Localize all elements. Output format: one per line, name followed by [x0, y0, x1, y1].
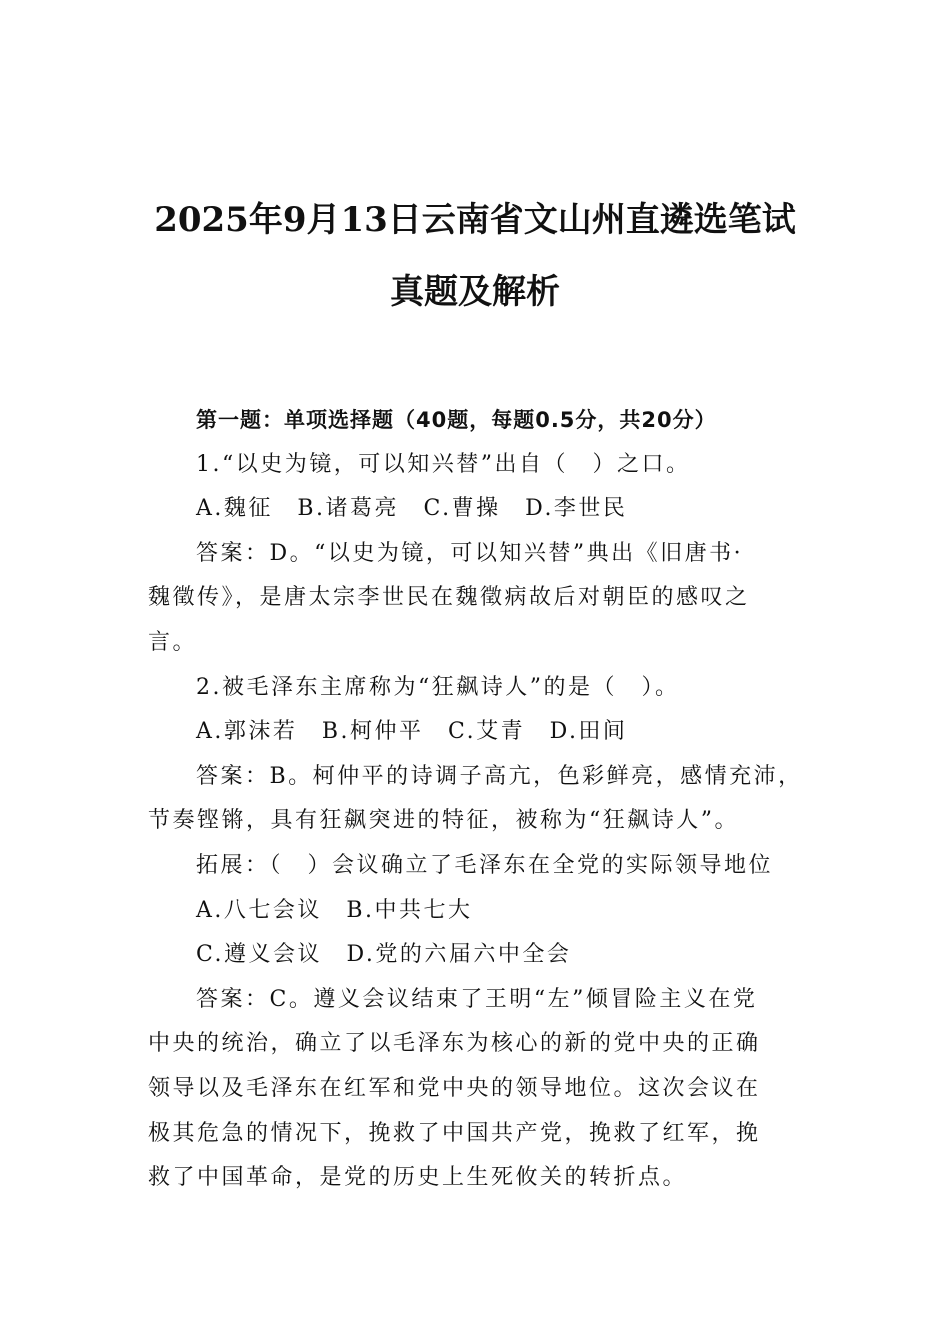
extension-answer-line-5: 救了中国革命，是党的历史上生死攸关的转折点。 [148, 1165, 688, 1191]
question-1: 1.“以史为镜，可以知兴替”出自（ ）之口。 [196, 451, 691, 477]
document-title-line-2: 真题及解析 [390, 272, 560, 312]
extension-question: 拓展：（ ）会议确立了毛泽东在全党的实际领导地位 [196, 852, 774, 878]
extension-options-line-1: A.八七会议 B.中共七大 [196, 897, 473, 923]
section-heading: 第一题：单项选择题（40题，每题0.5分，共20分） [196, 408, 717, 432]
answer-2-line-2: 节奏铿锵，具有狂飙突进的特征，被称为“狂飙诗人”。 [148, 808, 739, 834]
document-body [148, 398, 808, 1201]
answer-1-line-1: 答案：D。“以史为镜，可以知兴替”典出《旧唐书· [196, 540, 744, 566]
extension-answer-line-1: 答案：C。遵义会议结束了王明“左”倾冒险主义在党 [196, 986, 758, 1012]
question-1-options: A.魏征 B.诸葛亮 C.曹操 D.李世民 [196, 496, 628, 522]
answer-1-line-2: 魏徵传》，是唐太宗李世民在魏徵病故后对朝臣的感叹之 [148, 585, 750, 611]
extension-answer-line-2: 中央的统治，确立了以毛泽东为核心的新的党中央的正确 [148, 1031, 761, 1057]
extension-options-line-2: C.遵义会议 D.党的六届六中全会 [196, 942, 572, 968]
answer-2-line-1: 答案：B。柯仲平的诗调子高亢，色彩鲜亮，感情充沛， [196, 763, 803, 789]
question-2: 2.被毛泽东主席称为“狂飙诗人”的是（ ）。 [196, 674, 680, 700]
document-title-line-1: 2025年9月13日云南省文山州直遴选笔试 [154, 200, 796, 240]
question-2-options: A.郭沫若 B.柯仲平 C.艾青 D.田间 [196, 719, 628, 745]
answer-1-line-3: 言。 [148, 629, 198, 655]
extension-answer-line-3: 领导以及毛泽东在红军和党中央的领导地位。这次会议在 [148, 1075, 761, 1101]
extension-answer-line-4: 极其危急的情况下，挽救了中国共产党，挽救了红军，挽 [148, 1120, 761, 1146]
